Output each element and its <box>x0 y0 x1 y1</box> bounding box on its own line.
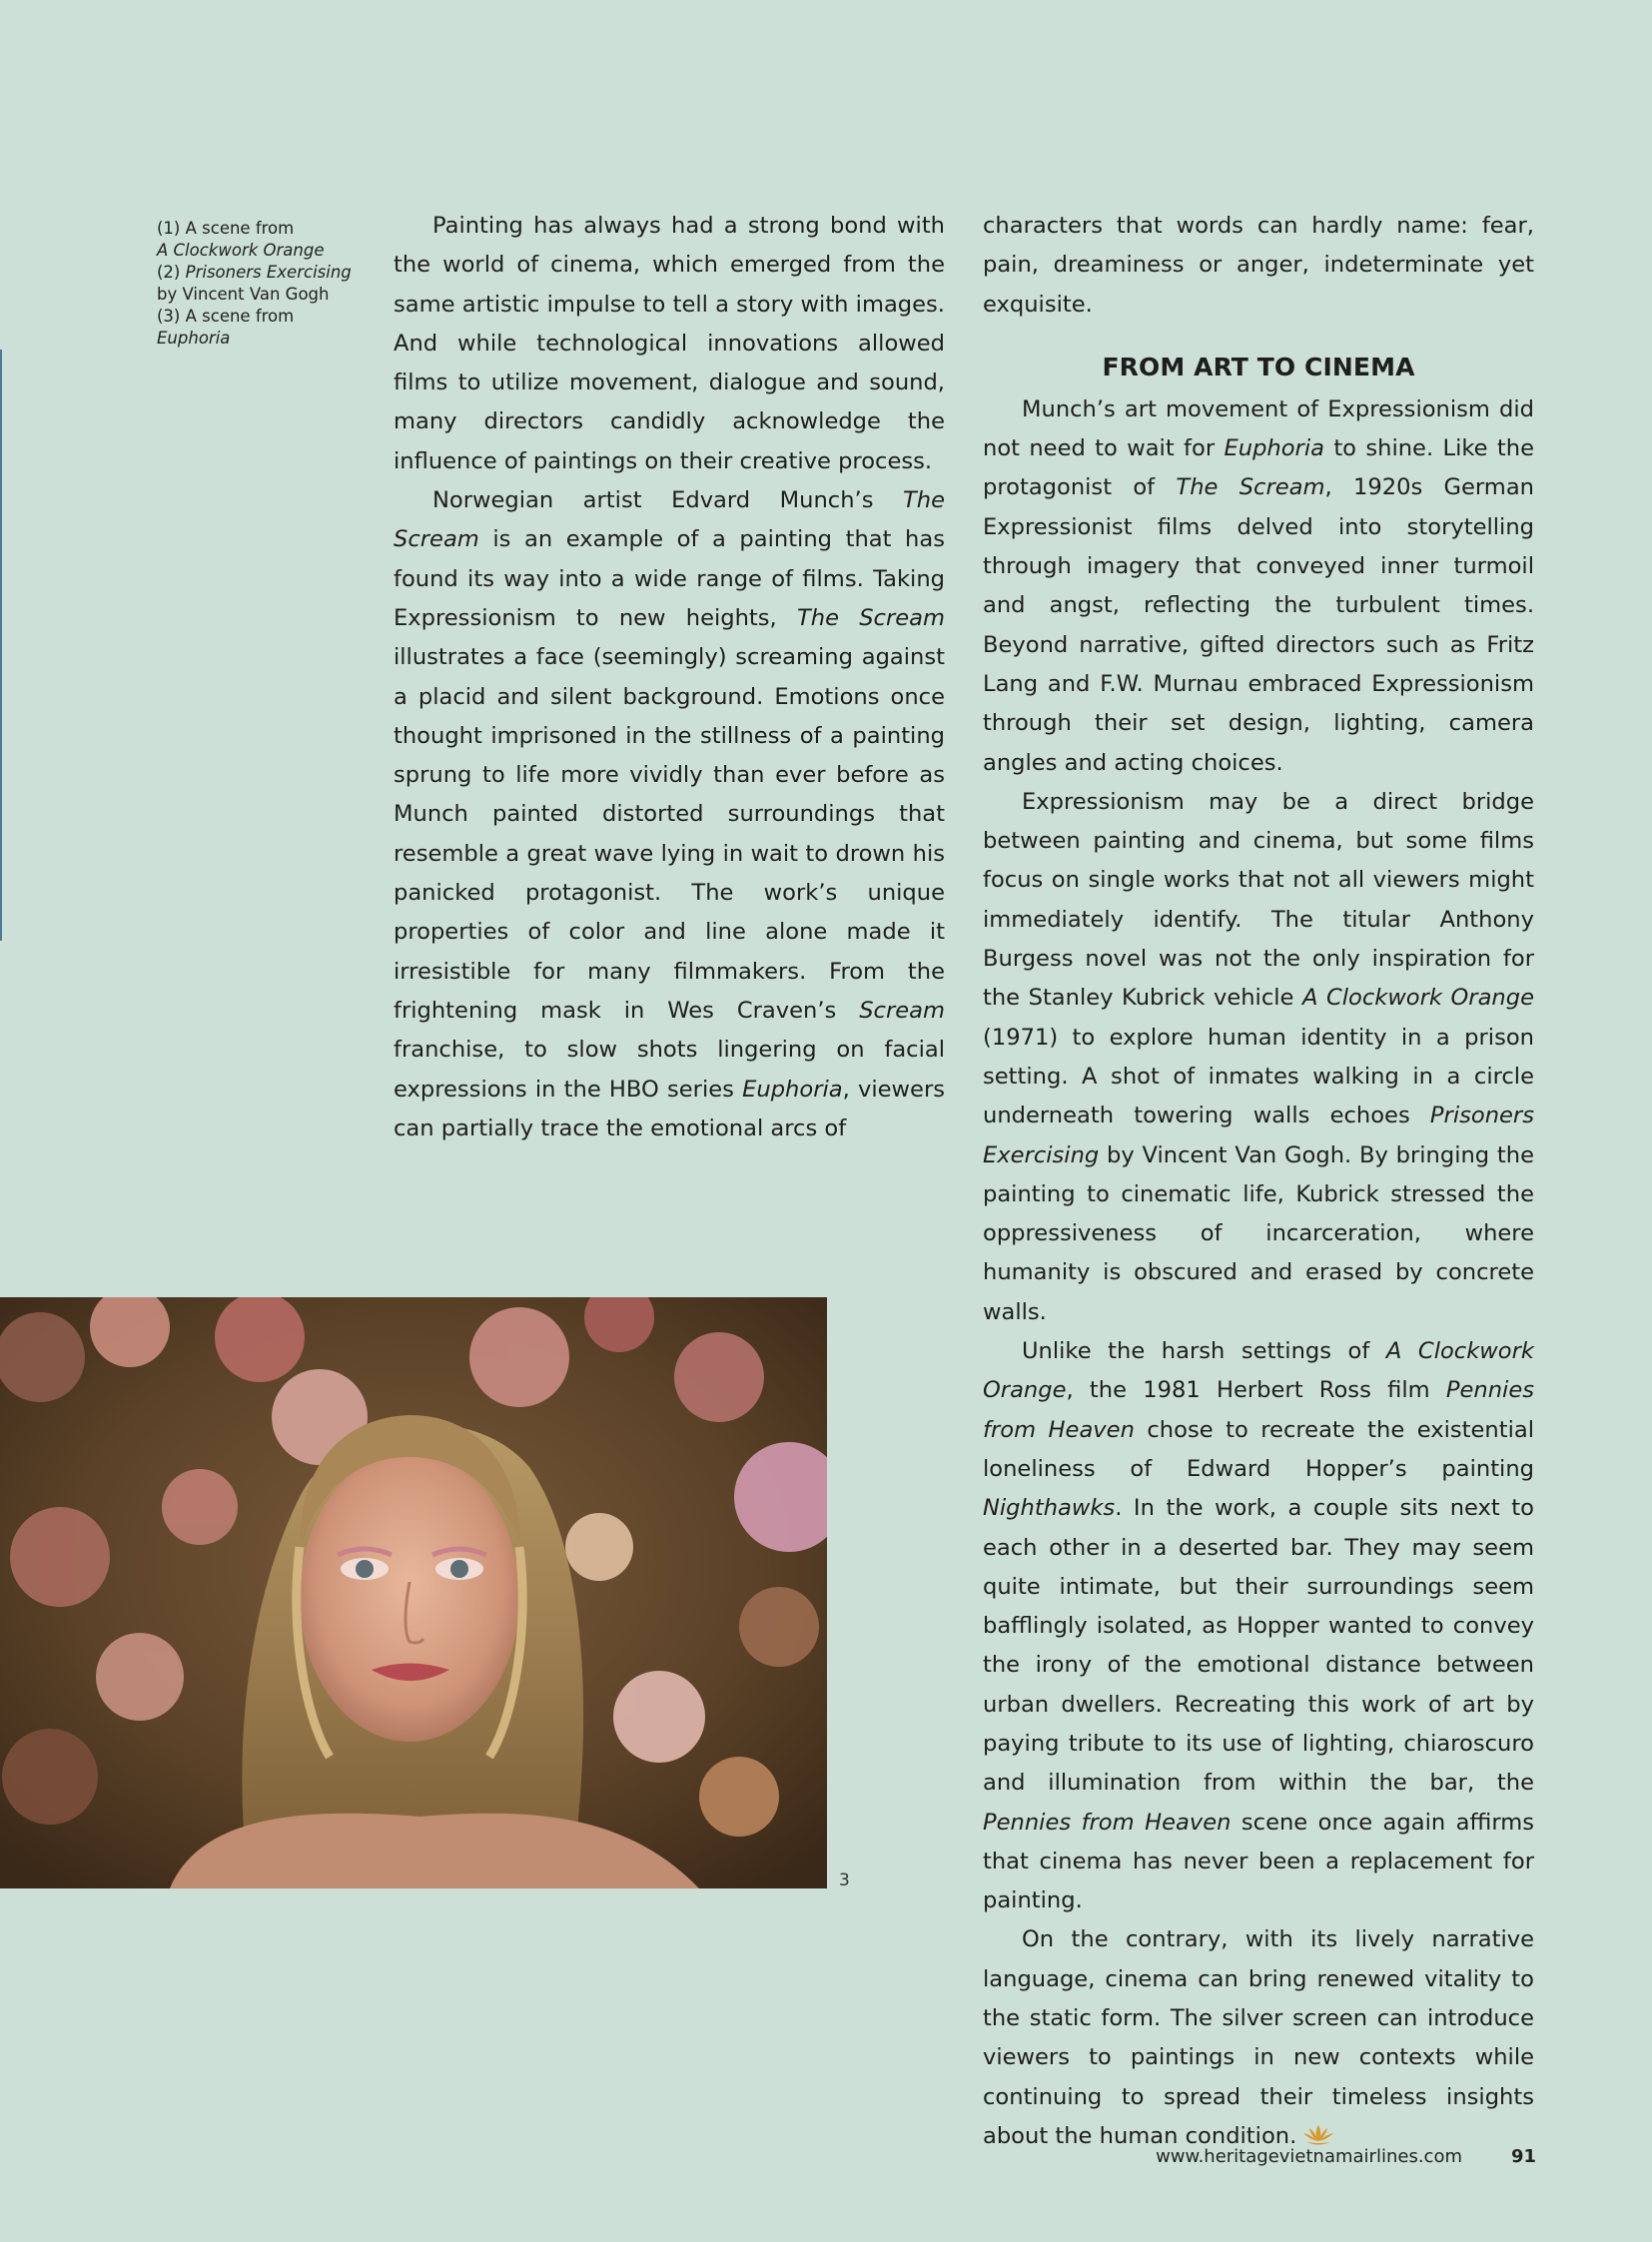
article-column-right <box>983 207 1534 2156</box>
paragraph-3: Munch’s art movement of Expressionism did not need to wait for Euphoria to shine. Like the protagonist of The Scream, 1920s German Expressionist films delved into storytelling through imagery that conveyed inner turmoil and angst, reflecting the turbulent times. Beyond narrative, gifted directors such as Fritz Lang and F.W. Murnau embraced Expressionism through their set design, lighting, camera angles and acting choices. <box>983 395 1534 776</box>
paragraph-2: Norwegian artist Edvard Munch’s The Scream is an example of a painting that has found its way into a wide range of films. Taking Expressionism to new heights, The Scream illustrates a face (seemingly) screaming against a placid and silent background. Emotions once thought imprisoned in the stillness of a painting sprung to life more vividly than ever before as Munch painted distorted surroundings that resemble a great wave lying in wait to drown his panicked protagonist. The work’s unique properties of color and line alone made it irresistible for many filmmakers. From the frightening mask in Wes Craven’s Scream franchise, to slow shots lingering on facial expressions in the HBO series Euphoria, viewers can partially trace the emotional arcs of <box>394 487 946 1141</box>
caption-1-title: A Clockwork Orange <box>157 241 325 260</box>
photo-captions <box>157 218 367 350</box>
page-number: 91 <box>1511 2146 1537 2167</box>
photo-illustration <box>0 1297 827 1888</box>
paragraph-6: On the contrary, with its lively narrative language, cinema can bring renewed vitality to the static form. The silver screen can introduce viewers to paintings in new contexts while continuing to spread their timeless insights about the human condition. <box>983 1926 1534 2149</box>
caption-3-title: Euphoria <box>157 329 231 348</box>
paragraph-5: Unlike the harsh settings of A Clockwork Orange, the 1981 Herbert Ross film Pennies from Heaven chose to recreate the existential loneliness of Edward Hopper’s painting Nighthawks. In the work, a couple sits next to each other in a deserted bar. They may seem quite intimate, but their surroundings seem bafflingly isolated, as Hopper wanted to convey the irony of the emotional distance between urban dwellers. Recreating this work of art by paying tribute to its use of lighting, chiaroscuro and illumination from within the bar, the Pennies from Heaven scene once again affirms that cinema has never been a replacement for painting. <box>983 1338 1534 1914</box>
footer-website[interactable]: www.heritagevietnamairlines.com <box>1156 2146 1462 2167</box>
caption-2-title: Prisoners Exercising <box>185 263 352 282</box>
euphoria-scene-photo <box>0 1297 827 1888</box>
lotus-icon <box>1302 2124 1334 2146</box>
paragraph-1: Painting has always had a strong bond with the world of cinema, which emerged from the same artistic impulse to tell a story with images. And while technological innovations allowed films to utilize movement, dialogue and sound, many directors candidly acknowledge the influence of paintings on their creative process. <box>394 213 945 474</box>
edge-mark <box>0 350 2 941</box>
caption-1-prefix: (1) A scene from <box>157 219 295 238</box>
paragraph-2-continued: characters that words can hardly name: fear, pain, dreaminess or anger, indeterminate yet exquisite. <box>983 213 1534 318</box>
caption-3-prefix: (3) A scene from <box>157 307 295 326</box>
paragraph-4: Expressionism may be a direct bridge between painting and cinema, but some films focus on single works that not all viewers might immediately identify. The titular Anthony Burgess novel was not the only inspiration for the Stanley Kubrick vehicle A Clockwork Orange (1971) to explore human identity in a prison setting. A shot of inmates walking in a circle underneath towering walls echoes Prisoners Exercising by Vincent Van Gogh. By bringing the painting to cinematic life, Kubrick stressed the oppressiveness of incarceration, where humanity is obscured and erased by concrete walls. <box>983 788 1534 1325</box>
caption-2-prefix: (2) <box>157 263 181 282</box>
photo-number: 3 <box>839 1870 850 1890</box>
section-heading: FROM ART TO CINEMA <box>1102 352 1415 381</box>
article-column-left <box>394 207 945 1148</box>
caption-2-suffix: by Vincent Van Gogh <box>157 285 330 304</box>
